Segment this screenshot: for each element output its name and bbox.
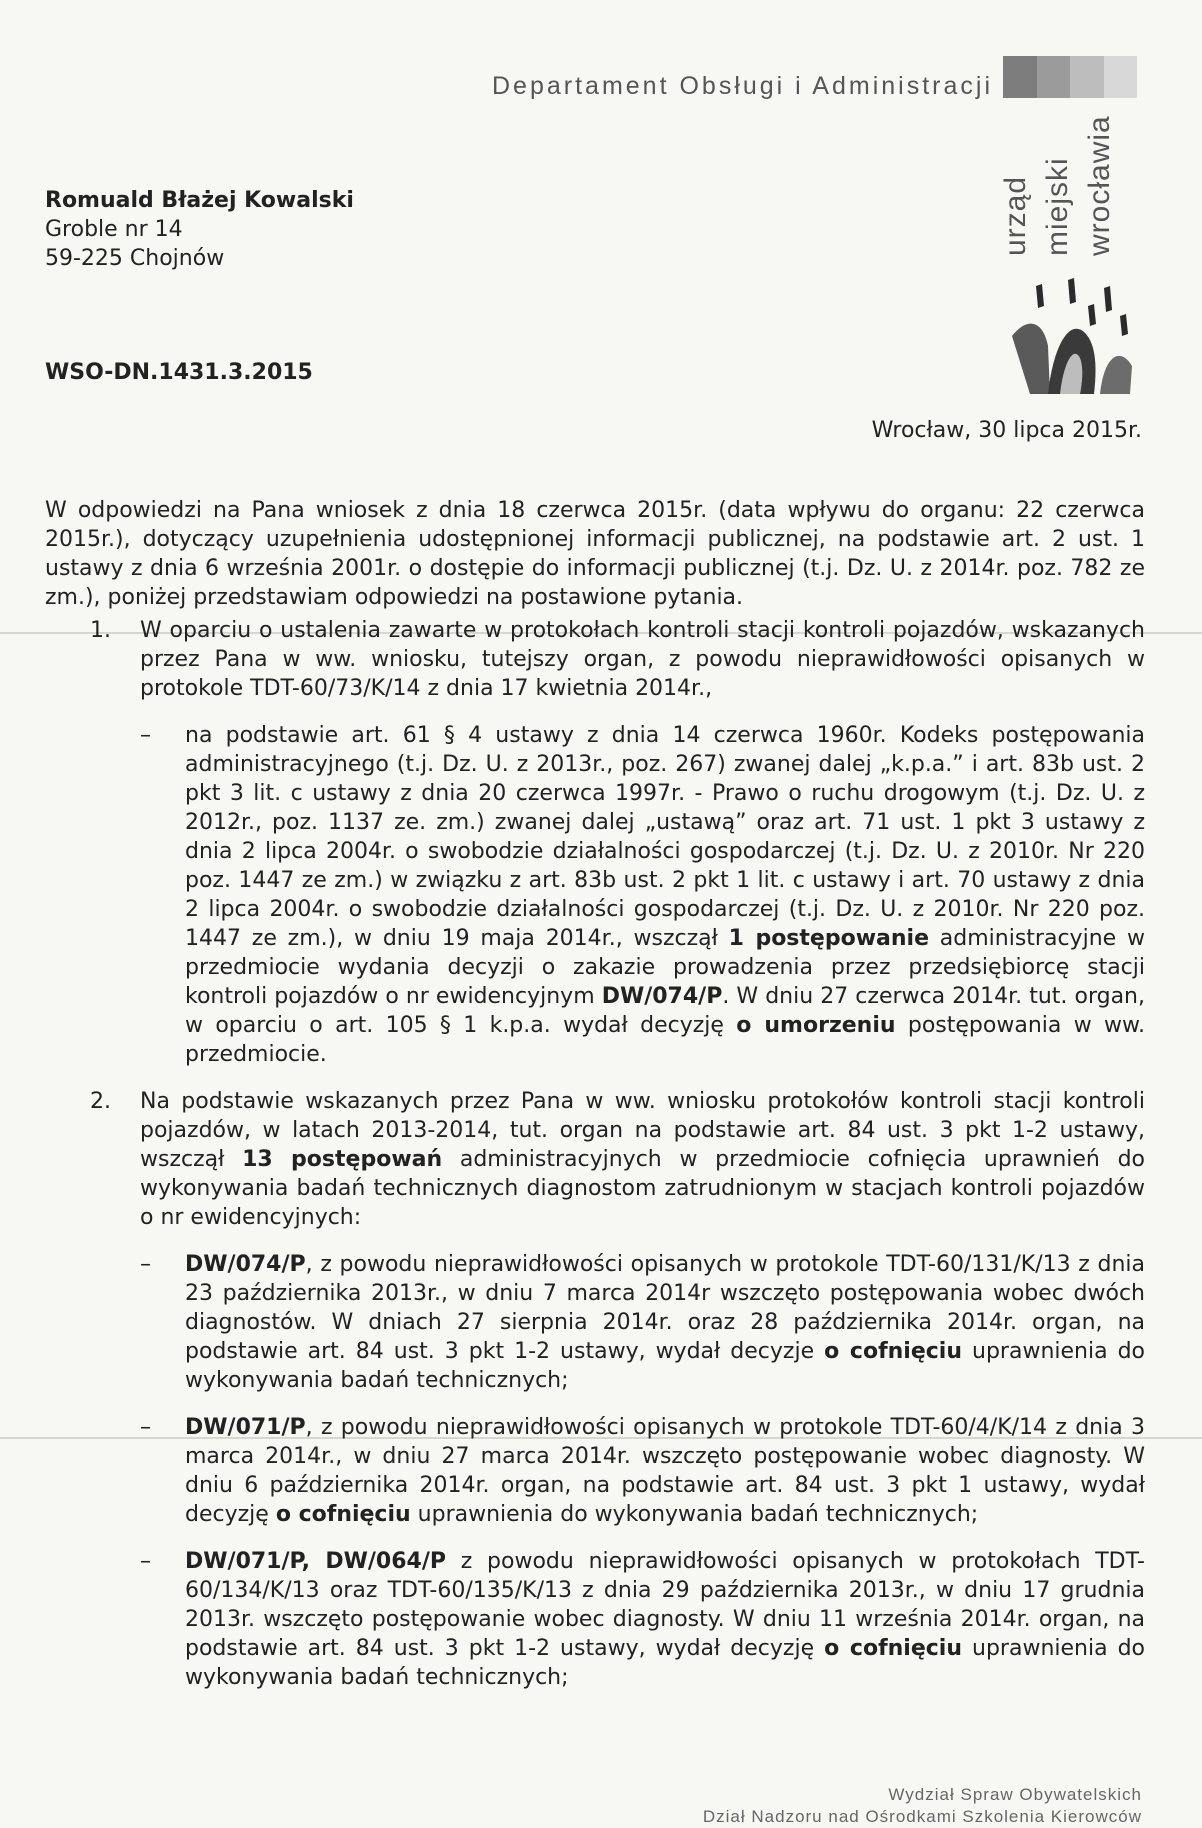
sub-item-text: DW/071/P, z powodu nieprawidłowości opisanych w protokole TDT-60/4/K/14 z dnia 3 marca 2014r., w dniu 27 marca 2014r. wszczęto postępowanie wobec diagnosty. W dniu 6 października 2014r. organ, na podstawie art. 84 ust. 3 pkt 1 ustawy, wydał decyzję o cofnięciu uprawnienia do wykonywania badań technicznych; bbox=[185, 1415, 1145, 1527]
logo-line: urząd bbox=[999, 175, 1032, 256]
city-office-logo bbox=[996, 96, 1136, 264]
sub-item-text: DW/074/P, z powodu nieprawidłowości opisanych w protokole TDT-60/131/K/13 z dnia 23 października 2013r., w dniu 7 marca 2014r wszczęto postępowania wobec dwóch diagnostów. W dniach 27 sierpnia 2014r. oraz 28 października 2014r. organ, na podstawie art. 84 ust. 3 pkt 1-2 ustawy, wydał decyzje o cofnięciu uprawnienia do wykonywania badań technicznych; bbox=[185, 1252, 1146, 1393]
sub-item-text: na podstawie art. 61 § 4 ustawy z dnia 14 czerwca 1960r. Kodeks postępowania administracyjnego (t.j. Dz. U. z 2013r., poz. 267) zwanej dalej „k.p.a.” i art. 83b ust. 2 pkt 3 lit. c ustawy z dnia 20 czerwca 1997r. - Prawo o ruchu drogowym (t.j. Dz. U. z 2012r., poz. 1137 ze. zm.) zwanej dalej „ustawą” oraz art. 71 ust. 1 pkt 3 ustawy z dnia 2 lipca 2004r. o swobodzie działalności gospodarczej (t.j. Dz. U. z 2010r. Nr 220 poz. 1447 ze zm.) w związku z art. 83b ust. 2 pkt 1 lit. c ustawy i art. 70 ustawy z dnia 2 lipca 2004r. o swobodzie działalności gospodarczej (t.j. Dz. U. z 2010r. Nr 220 poz. 1447 ze zm.), w dniu 19 maja 2014r., wszczął 1 postępowanie administracyjne w przedmiocie wydania decyzji o zakazie prowadzenia przez przedsiębiorcę stacji kontroli pojazdów o nr ewidencyjnym DW/074/P. W dniu 27 czerwca 2014r. tut. organ, w oparciu o art. 105 § 1 k.p.a. wydał decyzję o umorzeniu postępowania w ww. przedmiocie. bbox=[185, 723, 1145, 1067]
recipient-name: Romuald Błażej Kowalski bbox=[45, 188, 354, 213]
sub-item bbox=[45, 1413, 1145, 1529]
item-text: W oparciu o ustalenia zawarte w protokołach kontroli stacji kontroli pojazdów, wskazanych przez Pana w ww. wniosku, tutejszy organ, z powodu nieprawidłowości opisanych w protokole TDT-60/73/K/14 z dnia 17 kwietnia 2014r., bbox=[140, 618, 1145, 701]
sub-item-text: DW/071/P, DW/064/P z powodu nieprawidłowości opisanych w protokołach TDT-60/134/K/13 oraz TDT-60/135/K/13 z dnia 29 października 2013r., w dniu 17 grudnia 2013r. wszczęto postępowanie wobec diagnosty. W dniu 11 września 2014r. organ, na podstawie art. 84 ust. 3 pkt 1-2 ustawy, wydał decyzję o cofnięciu uprawnienia do wykonywania badań technicznych; bbox=[185, 1549, 1146, 1690]
footer bbox=[703, 1784, 1142, 1828]
logo-swatch bbox=[1070, 56, 1104, 98]
sub-item bbox=[45, 1250, 1145, 1395]
sub-item bbox=[45, 1547, 1145, 1692]
item-number: 1. bbox=[90, 618, 111, 643]
letter-body bbox=[45, 496, 1145, 1692]
letter-date: Wrocław, 30 lipca 2015r. bbox=[871, 418, 1142, 443]
reference-number: WSO-DN.1431.3.2015 bbox=[45, 360, 313, 385]
logo-color-bar bbox=[1003, 56, 1137, 98]
logo-line: wrocławia bbox=[1083, 115, 1116, 256]
dash-marker: – bbox=[140, 1549, 151, 1574]
item-text: Na podstawie wskazanych przez Pana w ww. wniosku protokołów kontroli stacji kontroli pojazdów, w latach 2013-2014, tut. organ na podstawie art. 84 ust. 3 pkt 1-2 ustawy, wszczął 13 postępowań administracyjnych w przedmiocie cofnięcia uprawnień do wykonywania badań technicznych diagnostom zatrudnionym w stacjach kontroli pojazdów o nr ewidencyjnych: bbox=[140, 1089, 1145, 1230]
list-item bbox=[45, 616, 1145, 703]
dash-marker: – bbox=[140, 1415, 151, 1440]
dash-marker: – bbox=[140, 723, 151, 748]
logo-line: miejski bbox=[1041, 157, 1074, 256]
recipient-address bbox=[45, 186, 354, 273]
dash-marker: – bbox=[140, 1252, 151, 1277]
intro-paragraph: W odpowiedzi na Pana wniosek z dnia 18 czerwca 2015r. (data wpływu do organu: 22 czerwca 2015r.), dotyczący uzupełnienia udostępnionej informacji publicznej, na podstawie art. 2 ust. 1 ustawy z dnia 6 września 2001r. o dostępie do informacji publicznej (t.j. Dz. U. z 2014r. poz. 782 ze zm.), poniżej przedstawiam odpowiedzi na postawione pytania. bbox=[45, 498, 1145, 610]
recipient-city: 59-225 Chojnów bbox=[45, 246, 225, 271]
footer-department: Wydział Spraw Obywatelskich bbox=[888, 1785, 1142, 1804]
department-name: Departament Obsługi i Administracji bbox=[492, 72, 993, 100]
logo-swatch bbox=[1003, 56, 1037, 98]
list-item bbox=[45, 1087, 1145, 1232]
logo-swatch bbox=[1104, 56, 1138, 98]
item-number: 2. bbox=[90, 1089, 111, 1114]
sub-item bbox=[45, 721, 1145, 1069]
logo-swatch bbox=[1037, 56, 1071, 98]
footer-division: Dział Nadzoru nad Ośrodkami Szkolenia Kierowców bbox=[702, 1807, 1142, 1826]
recipient-street: Groble nr 14 bbox=[45, 217, 183, 242]
logo-emblem-icon bbox=[1008, 276, 1136, 398]
